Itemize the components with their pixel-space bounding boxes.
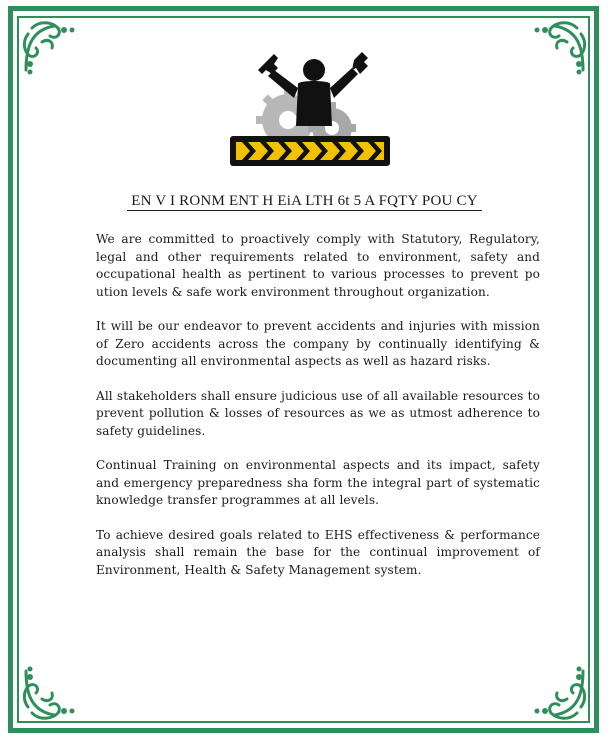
policy-paragraph-commitment: We are committed to proactively comply with Statutory, Regulatory, legal and other requirements related to environment, safety and occupational health as pertinent to various processes to prevent po ution levels & safe work environment throughout organization. xyxy=(96,232,540,299)
ehs-logo-icon xyxy=(228,40,392,170)
corner-ornament-icon xyxy=(18,16,80,78)
policy-body xyxy=(96,231,540,596)
corner-ornament-icon xyxy=(529,663,591,725)
policy-paragraph-resources: All stakeholders shall ensure judicious use of all available resources to prevent pollution & losses of resources as we as utmost adherence to safety guidelines. xyxy=(96,388,540,438)
corner-ornament-icon xyxy=(18,663,80,725)
hazard-stripe-bar xyxy=(230,136,390,166)
policy-paragraph-zero-accidents: It will be our endeavor to prevent accidents and injuries with mission of Zero accidents across the company by continually identifying & documenting all environmental aspects as well as hazard risks. xyxy=(96,319,540,368)
corner-ornament-icon xyxy=(529,16,591,78)
policy-paragraph-training: Continual Training on environmental aspects and its impact, safety and emergency preparedness sha form the integral part of systematic knowledge transfer programmes at all levels. xyxy=(96,458,540,507)
policy-title xyxy=(0,193,609,210)
policy-title-text: EN V I RONM ENT H EiA LTH 6t 5 A FQTY POU CY xyxy=(127,193,481,211)
policy-paragraph-improvement: To achieve desired goals related to EHS effectiveness & performance analysis shall remain the base for the continual improvement of Environment, Health & Safety Management system. xyxy=(96,527,540,577)
